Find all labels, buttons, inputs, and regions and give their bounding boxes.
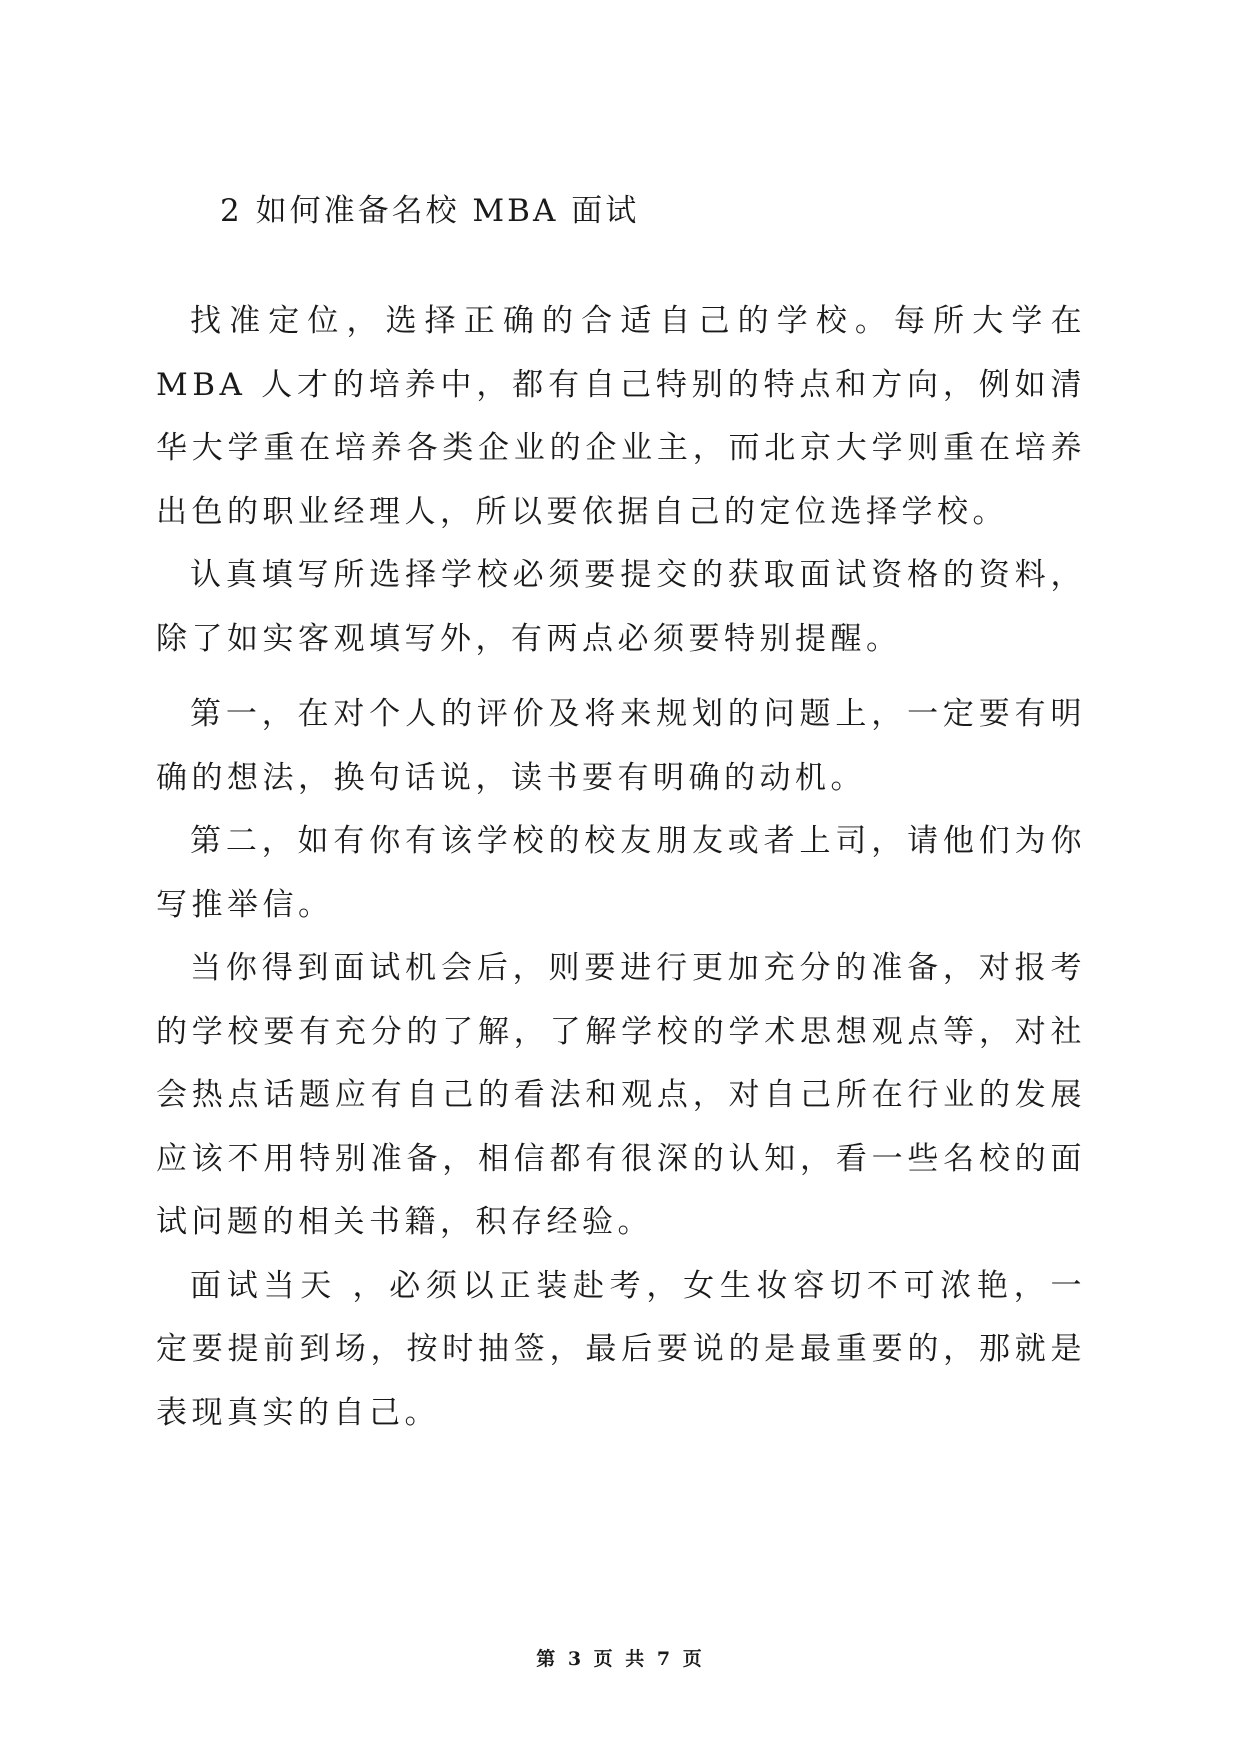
page-number-footer: 第 3 页 共 7 页 [536, 1648, 705, 1670]
section-heading: 2 如何准备名校 MBA 面试 [220, 193, 640, 229]
paragraph: 第一，在对个人的评价及将来规划的问题上，一定要有明确的想法，换句话说，读书要有明确的动机。 [156, 696, 1086, 796]
paragraph: 面试当天 ，必须以正装赴考，女生妆容切不可浓艳，一定要提前到场，按时抽签，最后要说的是最重要的，那就是表现真实的自己。 [156, 1267, 1086, 1431]
paragraph: 当你得到面试机会后，则要进行更加充分的准备，对报考的学校要有充分的了解，了解学校的学术思想观点等，对社会热点话题应有自己的看法和观点，对自己所在行业的发展应该不用特别准备，相信都有很深的认知，看一些名校的面试问题的相关书籍，积存经验。 [156, 950, 1086, 1240]
paragraph-block-1 [156, 290, 1086, 671]
paragraph-block-2 [156, 683, 1086, 1445]
paragraph: 认真填写所选择学校必须要提交的获取面试资格的资料，除了如实客观填写外，有两点必须要特别提醒。 [156, 557, 1086, 657]
paragraph: 找准定位，选择正确的合适自己的学校。每所大学在 MBA 人才的培养中，都有自己特别的特点和方向，例如清华大学重在培养各类企业的企业主，而北京大学则重在培养出色的职业经理人，所以要依据自己的定位选择学校。 [156, 303, 1086, 530]
paragraph: 第二，如有你有该学校的校友朋友或者上司，请他们为你写推举信。 [156, 823, 1086, 923]
